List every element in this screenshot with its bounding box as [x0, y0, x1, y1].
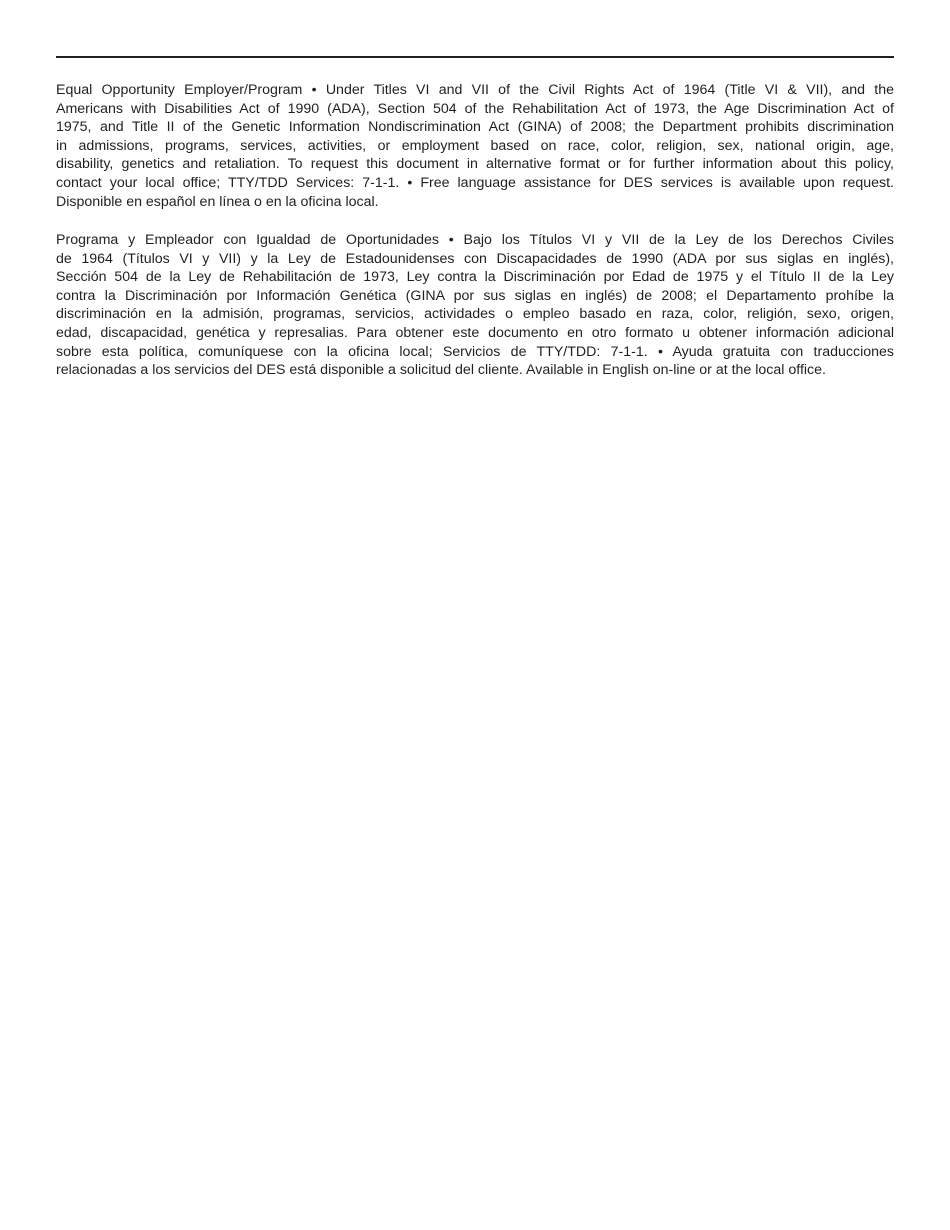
notice-line: edad, discapacidad, genética y represalias. Para obtener este documento en otro formato u obtener información adicional	[56, 324, 894, 341]
spanish-nondiscrimination-notice	[56, 231, 894, 380]
notice-line: in admissions, programs, services, activities, or employment based on race, color, religion, sex, national origin, age,	[56, 137, 894, 154]
english-nondiscrimination-notice	[56, 81, 894, 211]
notice-line: de 1964 (Títulos VI y VII) y la Ley de Estadounidenses con Discapacidades de 1990 (ADA por sus siglas en inglés),	[56, 250, 894, 267]
notice-line: Sección 504 de la Ley de Rehabilitación de 1973, Ley contra la Discriminación por Edad de 1975 y el Título II de la Ley	[56, 269, 894, 286]
notice-line: Programa y Empleador con Igualdad de Oportunidades • Bajo los Títulos VI y VII de la Ley de los Derechos Civiles	[56, 232, 894, 248]
notice-line: disability, genetics and retaliation. To request this document in alternative format or for further information about this policy,	[56, 156, 894, 173]
notice-line: contra la Discriminación por Información Genética (GINA por sus siglas en inglés) de 2008; el Departamento prohíbe la	[56, 287, 894, 304]
notice-line: relacionadas a los servicios del DES está disponible a solicitud del cliente. Available in English on-line or at the local office.	[56, 362, 826, 379]
horizontal-rule	[56, 56, 894, 58]
notice-line: Americans with Disabilities Act of 1990 (ADA), Section 504 of the Rehabilitation Act of 1973, the Age Discrimination Act of	[56, 100, 894, 117]
notice-line: discriminación en la admisión, programas, servicios, actividades o empleo basado en raza, color, religión, sexo, origen,	[56, 306, 894, 323]
notice-line: Disponible en español en línea o en la oficina local.	[56, 193, 379, 210]
notice-line: 1975, and Title II of the Genetic Information Nondiscrimination Act (GINA) of 2008; the Department prohibits discrimination	[56, 119, 894, 136]
notice-line: sobre esta política, comuníquese con la oficina local; Servicios de TTY/TDD: 7-1-1. • Ayuda gratuita con traducciones	[56, 343, 894, 360]
notice-line: Equal Opportunity Employer/Program • Under Titles VI and VII of the Civil Rights Act of 1964 (Title VI & VII), and the	[56, 82, 894, 98]
notice-line: contact your local office; TTY/TDD Services: 7-1-1. • Free language assistance for DES services is available upon request.	[56, 174, 894, 191]
